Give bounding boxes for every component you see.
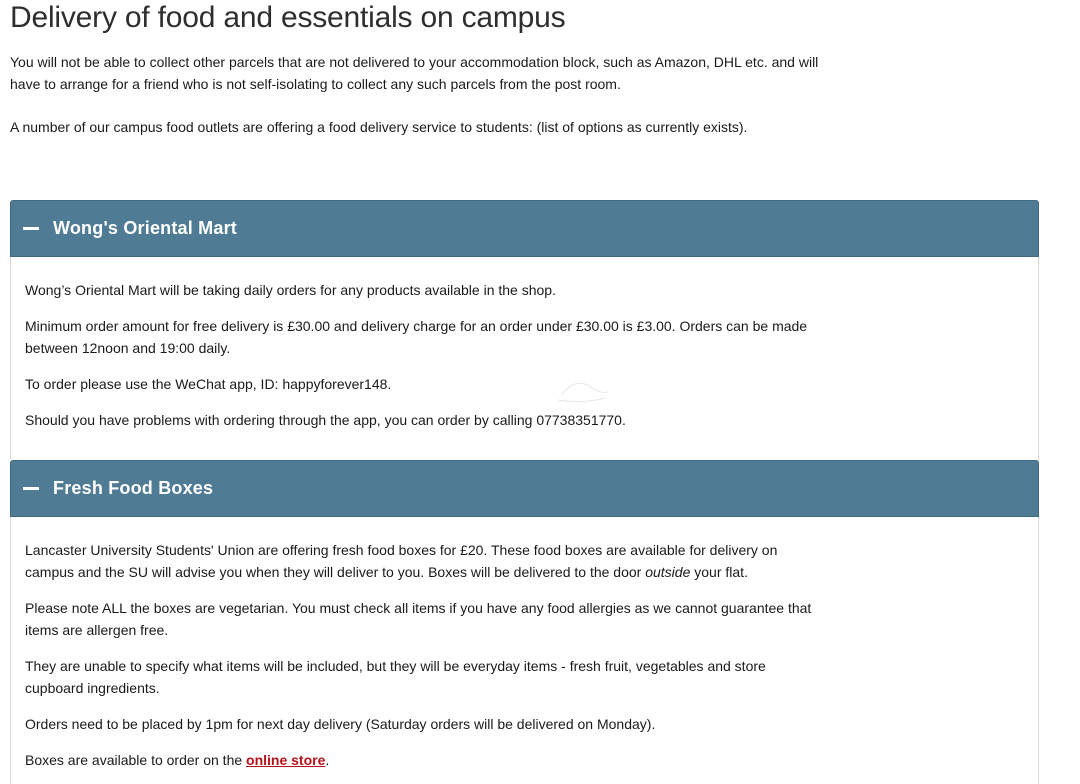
wongs-paragraph-phone: Should you have problems with ordering through the app, you can order by calling 07738351770. bbox=[25, 412, 626, 428]
fresh-paragraph-offer bbox=[25, 539, 825, 583]
accordion bbox=[10, 200, 1039, 784]
accordion-title-fresh-food: Fresh Food Boxes bbox=[53, 478, 214, 498]
fresh-paragraph-store bbox=[25, 749, 825, 771]
wongs-paragraph-wechat: To order please use the WeChat app, ID: happyforever148. bbox=[25, 376, 392, 392]
fresh-offer-text: Lancaster University Students' Union are offering fresh food boxes for £20. These food boxes are available for delivery on campus and the SU will advise you when they will deliver to you. Boxes will be delivered to the door bbox=[25, 542, 778, 580]
accordion-header-wongs[interactable] bbox=[10, 200, 1039, 257]
intro-paragraph-parcels: You will not be able to collect other parcels that are not delivered to your accommodation block, such as Amazon, DHL etc. and will have to arrange for a friend who is not self-isolating to collect any such parcels from the post room. bbox=[10, 54, 819, 92]
minus-icon[interactable] bbox=[23, 227, 39, 230]
wongs-paragraph-orders: Wong’s Oriental Mart will be taking daily orders for any products available in the shop. bbox=[25, 282, 556, 298]
accordion-title-wongs: Wong's Oriental Mart bbox=[53, 218, 237, 238]
fresh-store-text-end: . bbox=[325, 752, 330, 768]
page-title: Delivery of food and essentials on campus bbox=[10, 1, 566, 34]
accordion-panel-fresh-food bbox=[10, 517, 1039, 784]
accordion-header-fresh-food[interactable] bbox=[10, 460, 1039, 517]
intro-text bbox=[10, 51, 830, 138]
fresh-paragraph-deadline: Orders need to be placed by 1pm for next day delivery (Saturday orders will be delivered on Monday). bbox=[25, 716, 656, 732]
online-store-link[interactable]: online store bbox=[246, 752, 326, 768]
minus-icon[interactable] bbox=[23, 487, 39, 490]
fresh-paragraph-vegetarian: Please note ALL the boxes are vegetarian. You must check all items if you have any food allergies as we cannot guarantee that items are allergen free. bbox=[25, 600, 812, 638]
fresh-offer-emphasis: outside bbox=[645, 564, 691, 580]
wongs-paragraph-minimum: Minimum order amount for free delivery is £30.00 and delivery charge for an order under £30.00 is £3.00. Orders can be made between 12noon and 19:00 daily. bbox=[25, 318, 808, 356]
fresh-store-text: Boxes are available to order on the bbox=[25, 752, 247, 768]
fresh-offer-text-end: your flat. bbox=[690, 564, 748, 580]
accordion-panel-wongs bbox=[10, 257, 1039, 460]
intro-paragraph-outlets: A number of our campus food outlets are offering a food delivery service to students: (list of options as currently exists). bbox=[10, 119, 748, 135]
page-content bbox=[10, 0, 1039, 138]
fresh-paragraph-items: They are unable to specify what items will be included, but they will be everyday items - fresh fruit, vegetables and store cupboard ingredients. bbox=[25, 658, 766, 696]
